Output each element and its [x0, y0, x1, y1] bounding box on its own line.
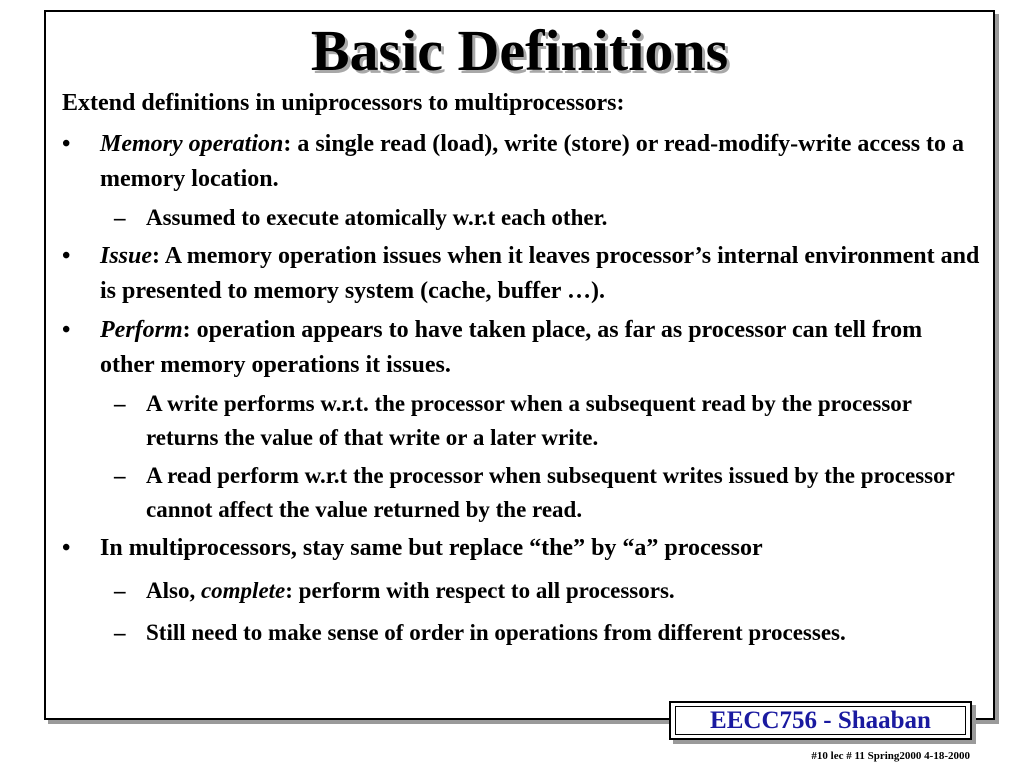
- bullet-term: Issue: [100, 243, 153, 269]
- sub-bullet-write-performs: [62, 387, 982, 455]
- bullet-text: : a single read (load), write (store) or read-modify-write access to a memory location.: [100, 131, 965, 192]
- bullet-perform: [62, 313, 982, 383]
- sub-bullet-complete: [62, 574, 982, 608]
- footer-inner-border: [675, 706, 966, 735]
- bullet-memory-operation: [62, 127, 982, 197]
- sub-bullet-atomic: [62, 201, 982, 235]
- bullet-multiprocessors: [62, 531, 982, 566]
- dash-mark: –: [114, 391, 126, 416]
- dash-mark: –: [114, 463, 126, 488]
- slide-title: Basic Definitions: [310, 18, 729, 83]
- bullet-text: In multiprocessors, stay same but replace “the” by “a” processor: [100, 535, 763, 561]
- slide-info: #10 lec # 11 Spring2000 4-18-2000: [811, 750, 970, 762]
- bullet-text: : A memory operation issues when it leaves processor’s internal environment and is presented to memory system (cache, buffer …).: [100, 243, 980, 304]
- bullet-term: Perform: [100, 317, 183, 343]
- sub-bullet-text: A read perform w.r.t the processor when subsequent writes issued by the processor cannot affect the value returned by the read.: [146, 463, 955, 522]
- course-footer-box: [669, 701, 972, 740]
- bullet-mark: •: [62, 131, 71, 157]
- intro-text: Extend definitions in uniprocessors to multiprocessors:: [62, 90, 625, 116]
- dash-mark: –: [114, 620, 126, 645]
- bullet-term: Memory operation: [100, 131, 284, 157]
- bullet-mark: •: [62, 243, 71, 269]
- bullet-mark: •: [62, 317, 71, 343]
- bullet-text: : operation appears to have taken place, as far as processor can tell from other memory operations it issues.: [100, 317, 923, 378]
- dash-mark: –: [114, 578, 126, 603]
- sub-bullet-text: Assumed to execute atomically w.r.t each other.: [146, 205, 608, 230]
- bullet-mark: •: [62, 535, 71, 561]
- sub-bullet-text: : perform with respect to all processors.: [285, 578, 675, 603]
- sub-bullet-read-performs: [62, 459, 982, 527]
- bullet-issue: [62, 239, 982, 309]
- sub-bullet-prefix: Also,: [146, 578, 201, 603]
- sub-bullet-text: A write performs w.r.t. the processor when a subsequent read by the processor returns the value of that write or a later write.: [146, 391, 912, 450]
- course-label: EECC756 - Shaaban: [710, 707, 931, 734]
- slide-content: [62, 86, 982, 650]
- sub-bullet-term: complete: [200, 578, 286, 603]
- dash-mark: –: [114, 205, 126, 230]
- sub-bullet-order: [62, 616, 982, 650]
- sub-bullet-text: Still need to make sense of order in operations from different processes.: [146, 620, 846, 645]
